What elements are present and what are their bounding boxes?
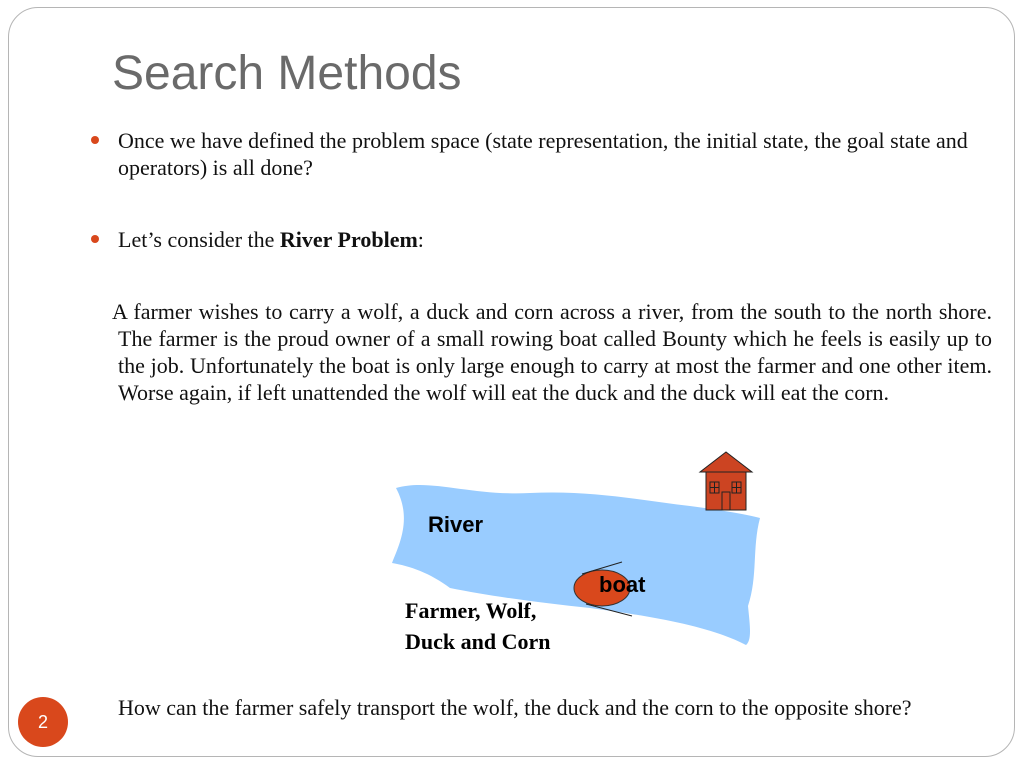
bullet-prefix: Let’s consider the <box>118 227 280 252</box>
river-diagram <box>390 448 770 653</box>
page-number: 2 <box>37 711 48 732</box>
boat-label: boat <box>599 572 646 597</box>
river-label: River <box>428 512 484 537</box>
page-title: Search Methods <box>112 47 462 100</box>
river-problem-label: River Problem <box>279 227 418 252</box>
question-text: How can the farmer safely transport the wolf, the duck and the corn to the opposite shore? <box>118 695 912 720</box>
house-icon <box>700 452 752 510</box>
bullet-problem-space: Once we have defined the problem space (state representation, the initial state, the goal state and operators) is all done? <box>118 127 978 181</box>
bullet-suffix: : <box>417 227 424 252</box>
page-number-badge <box>18 697 68 747</box>
problem-description: A farmer wishes to carry a wolf, a duck and corn across a river, from the south to the north shore. The farmer is the proud owner of a small rowing boat called Bounty which he feels is easily up to the job. Unfortunately the boat is only large enough to carry at most the farmer and one other item. Worse again, if left unattended the wolf will eat the duck and the duck will eat the corn. <box>112 299 992 405</box>
shore-label-line1: Farmer, Wolf, <box>405 598 537 623</box>
bullet-river-problem <box>118 226 718 253</box>
shore-label-line2: Duck and Corn <box>405 629 551 653</box>
